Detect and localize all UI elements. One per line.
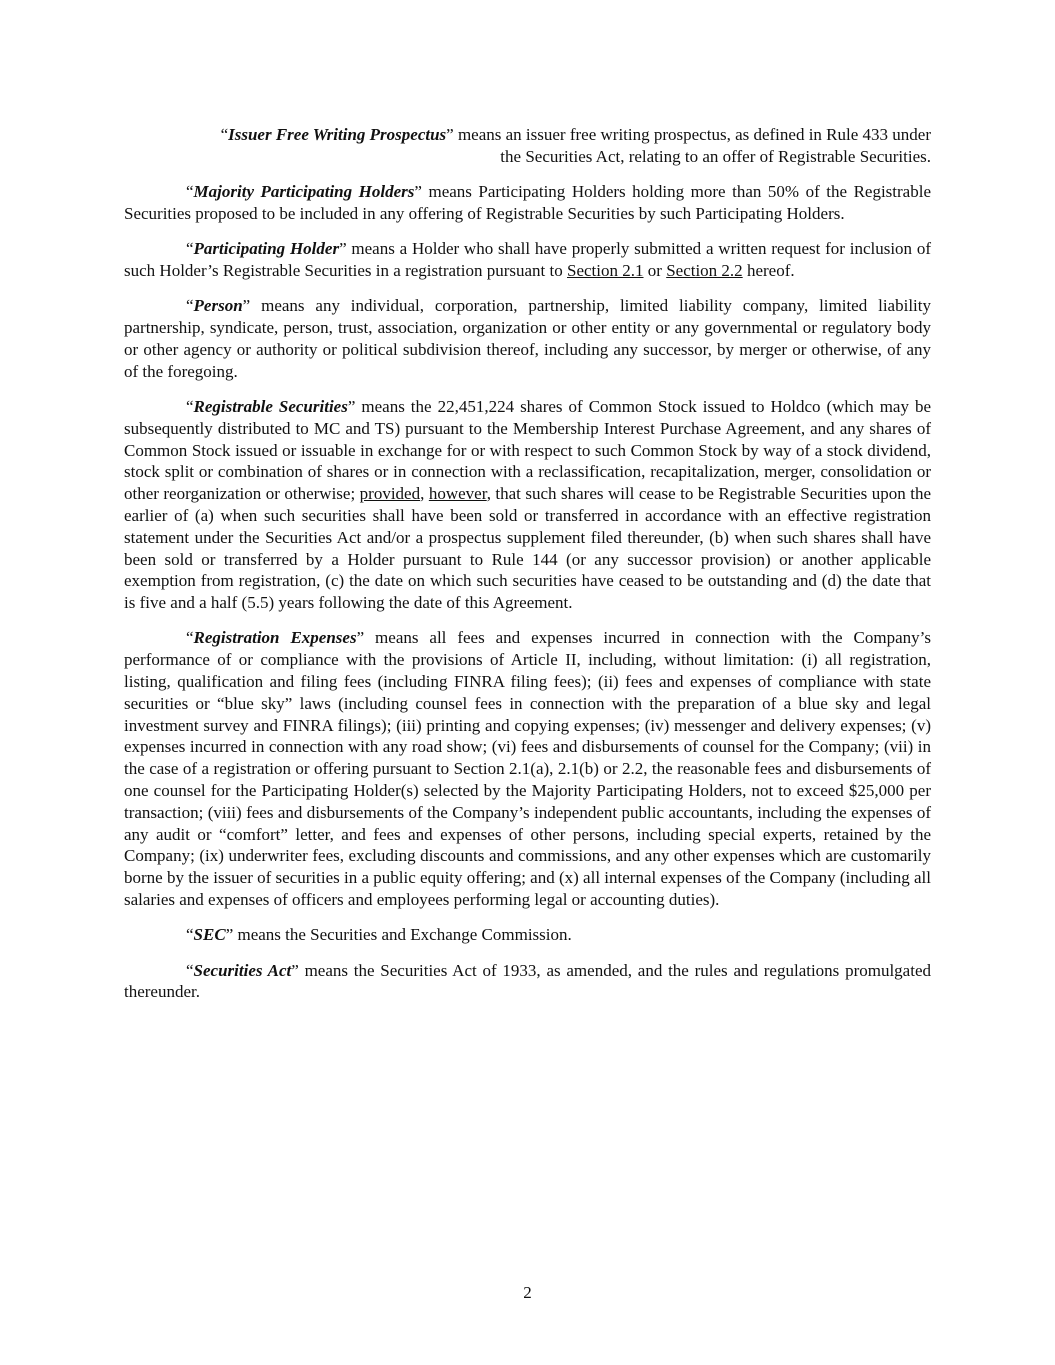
open-quote: “ <box>186 182 194 202</box>
definition-text: means Participating Holders holding more than 50% of the Registrable Securities proposed to be included in any offering of Registrable Securities by such Participating Holders. <box>124 182 931 223</box>
definition-text: means a Holder who shall have properly submitted a written request for inclusion of such Holder’s Registrable Securities in a registration pursuant to <box>124 239 931 280</box>
close-quote: ” <box>339 239 347 259</box>
proviso-provided: provided <box>359 484 421 504</box>
definition-sec <box>124 924 931 946</box>
defined-term: Registrable Securities <box>193 396 348 416</box>
definition-text: , that such shares will cease to be Registrable Securities upon the earlier of (a) when such securities shall have been sold or transferred in accordance with an effective registration statement under the Securities Act and/or a prospectus supplement filed thereunder, (b) when such shares shall have been sold or transferred by a Holder pursuant to Rule 144 (or any successor provision) or another applicable exemption from registration, (c) the date on which such securities have ceased to be outstanding and (d) the date that is five and a half (5.5) years following the date of this Agreement. <box>124 484 931 613</box>
defined-term: Issuer Free Writing Prospectus <box>228 125 447 144</box>
definition-text: means an issuer free writing prospectus, as defined in Rule 433 under the Securities Act, relating to an offer of Registrable Securities. <box>453 125 931 166</box>
open-quote: “ <box>186 925 194 945</box>
defined-term: Registration Expenses <box>193 628 357 648</box>
definition-text: means the 22,451,224 shares of Common Stock issued to Holdco (which may be subsequently distributed to MC and TS) pursuant to the Membership Interest Purchase Agreement, and any shares of Common Stock issued or issuable in exchange for or with respect to such Common Stock by way of a stock dividend, stock split or combination of shares or in connection with a reclassification, recapitalization, merger, consolidation or other reorganization or otherwise; <box>124 396 932 504</box>
open-quote: “ <box>186 628 194 648</box>
defined-term: Person <box>193 296 243 316</box>
definition-text: means any individual, corporation, partnership, limited liability company, limited liability partnership, syndicate, person, trust, association, organization or other entity or any governmental or regulatory body or other agency or authority or political subdivision thereof, including any successor, by merger or otherwise, of any of the foregoing. <box>124 296 931 381</box>
definition-text: hereof. <box>742 260 795 280</box>
open-quote: “ <box>186 960 194 980</box>
definition-participating-holder <box>124 238 931 282</box>
definition-text: means all fees and expenses incurred in connection with the Company’s performance of or compliance with the provisions of Article II, including, without limitation: (i) all registration, listing, qualification and filing fees (including FINRA filing fees); (ii) fees and expenses of compliance with state securities or “blue sky” laws (including counsel fees in connection with the preparation of a blue sky and legal investment survey and FINRA filings); (iii) printing and copying expenses; (iv) messenger and delivery expenses; (v) expenses incurred in connection with any road show; (vi) fees and disbursements of counsel for the Company; (vii) in the case of a registration or offering pursuant to Section 2.1(a), 2.1(b) or 2.2, the reasonable fees and disbursements of one counsel for the Participating Holder(s) selected by the Majority Participating Holders, not to exceed $25,000 per transaction; (viii) fees and disbursements of the Company’s independent public accountants, including the expenses of any audit or “comfort” letter, and fees and expenses of other persons, including special experts, retained by the Company; (ix) underwriter fees, excluding discounts and commissions, and any other expenses which are customarily borne by the issuer of securities in a public equity offering; and (x) all internal expenses of the Company (including all salaries and expenses of officers and employees performing legal or accounting duties). <box>124 628 931 909</box>
proviso-however: however <box>428 484 487 504</box>
close-quote: ” <box>242 296 251 316</box>
section-2-2-reference: Section 2.2 <box>666 260 743 280</box>
definition-text: means the Securities and Exchange Commission. <box>233 925 572 945</box>
close-quote: ” <box>356 628 365 648</box>
open-quote: “ <box>220 125 229 144</box>
definition-text: or <box>643 260 667 280</box>
document-body <box>124 124 931 1017</box>
close-quote: ” <box>291 960 299 980</box>
definition-text: , <box>420 484 429 504</box>
close-quote: ” <box>347 396 356 416</box>
definition-registrable-securities <box>124 396 931 614</box>
close-quote: ” <box>414 182 422 202</box>
definition-majority-participating-holders <box>124 181 931 225</box>
definition-text: means the Securities Act of 1933, as amended, and the rules and regulations promulgated thereunder. <box>124 960 931 1002</box>
defined-term: SEC <box>193 925 226 945</box>
open-quote: “ <box>186 296 194 316</box>
section-2-1-reference: Section 2.1 <box>567 260 644 280</box>
definition-person <box>124 295 931 382</box>
close-quote: ” <box>225 925 234 945</box>
defined-term: Participating Holder <box>193 239 340 259</box>
close-quote: ” <box>446 125 454 144</box>
definition-securities-act <box>124 960 931 1004</box>
open-quote: “ <box>186 239 194 259</box>
definition-issuer-free-writing-prospectus <box>124 124 931 168</box>
defined-term: Securities Act <box>193 960 292 980</box>
page-number: 2 <box>523 1283 532 1302</box>
open-quote: “ <box>186 396 194 416</box>
defined-term: Majority Participating Holders <box>193 182 415 202</box>
definition-registration-expenses <box>124 627 931 910</box>
